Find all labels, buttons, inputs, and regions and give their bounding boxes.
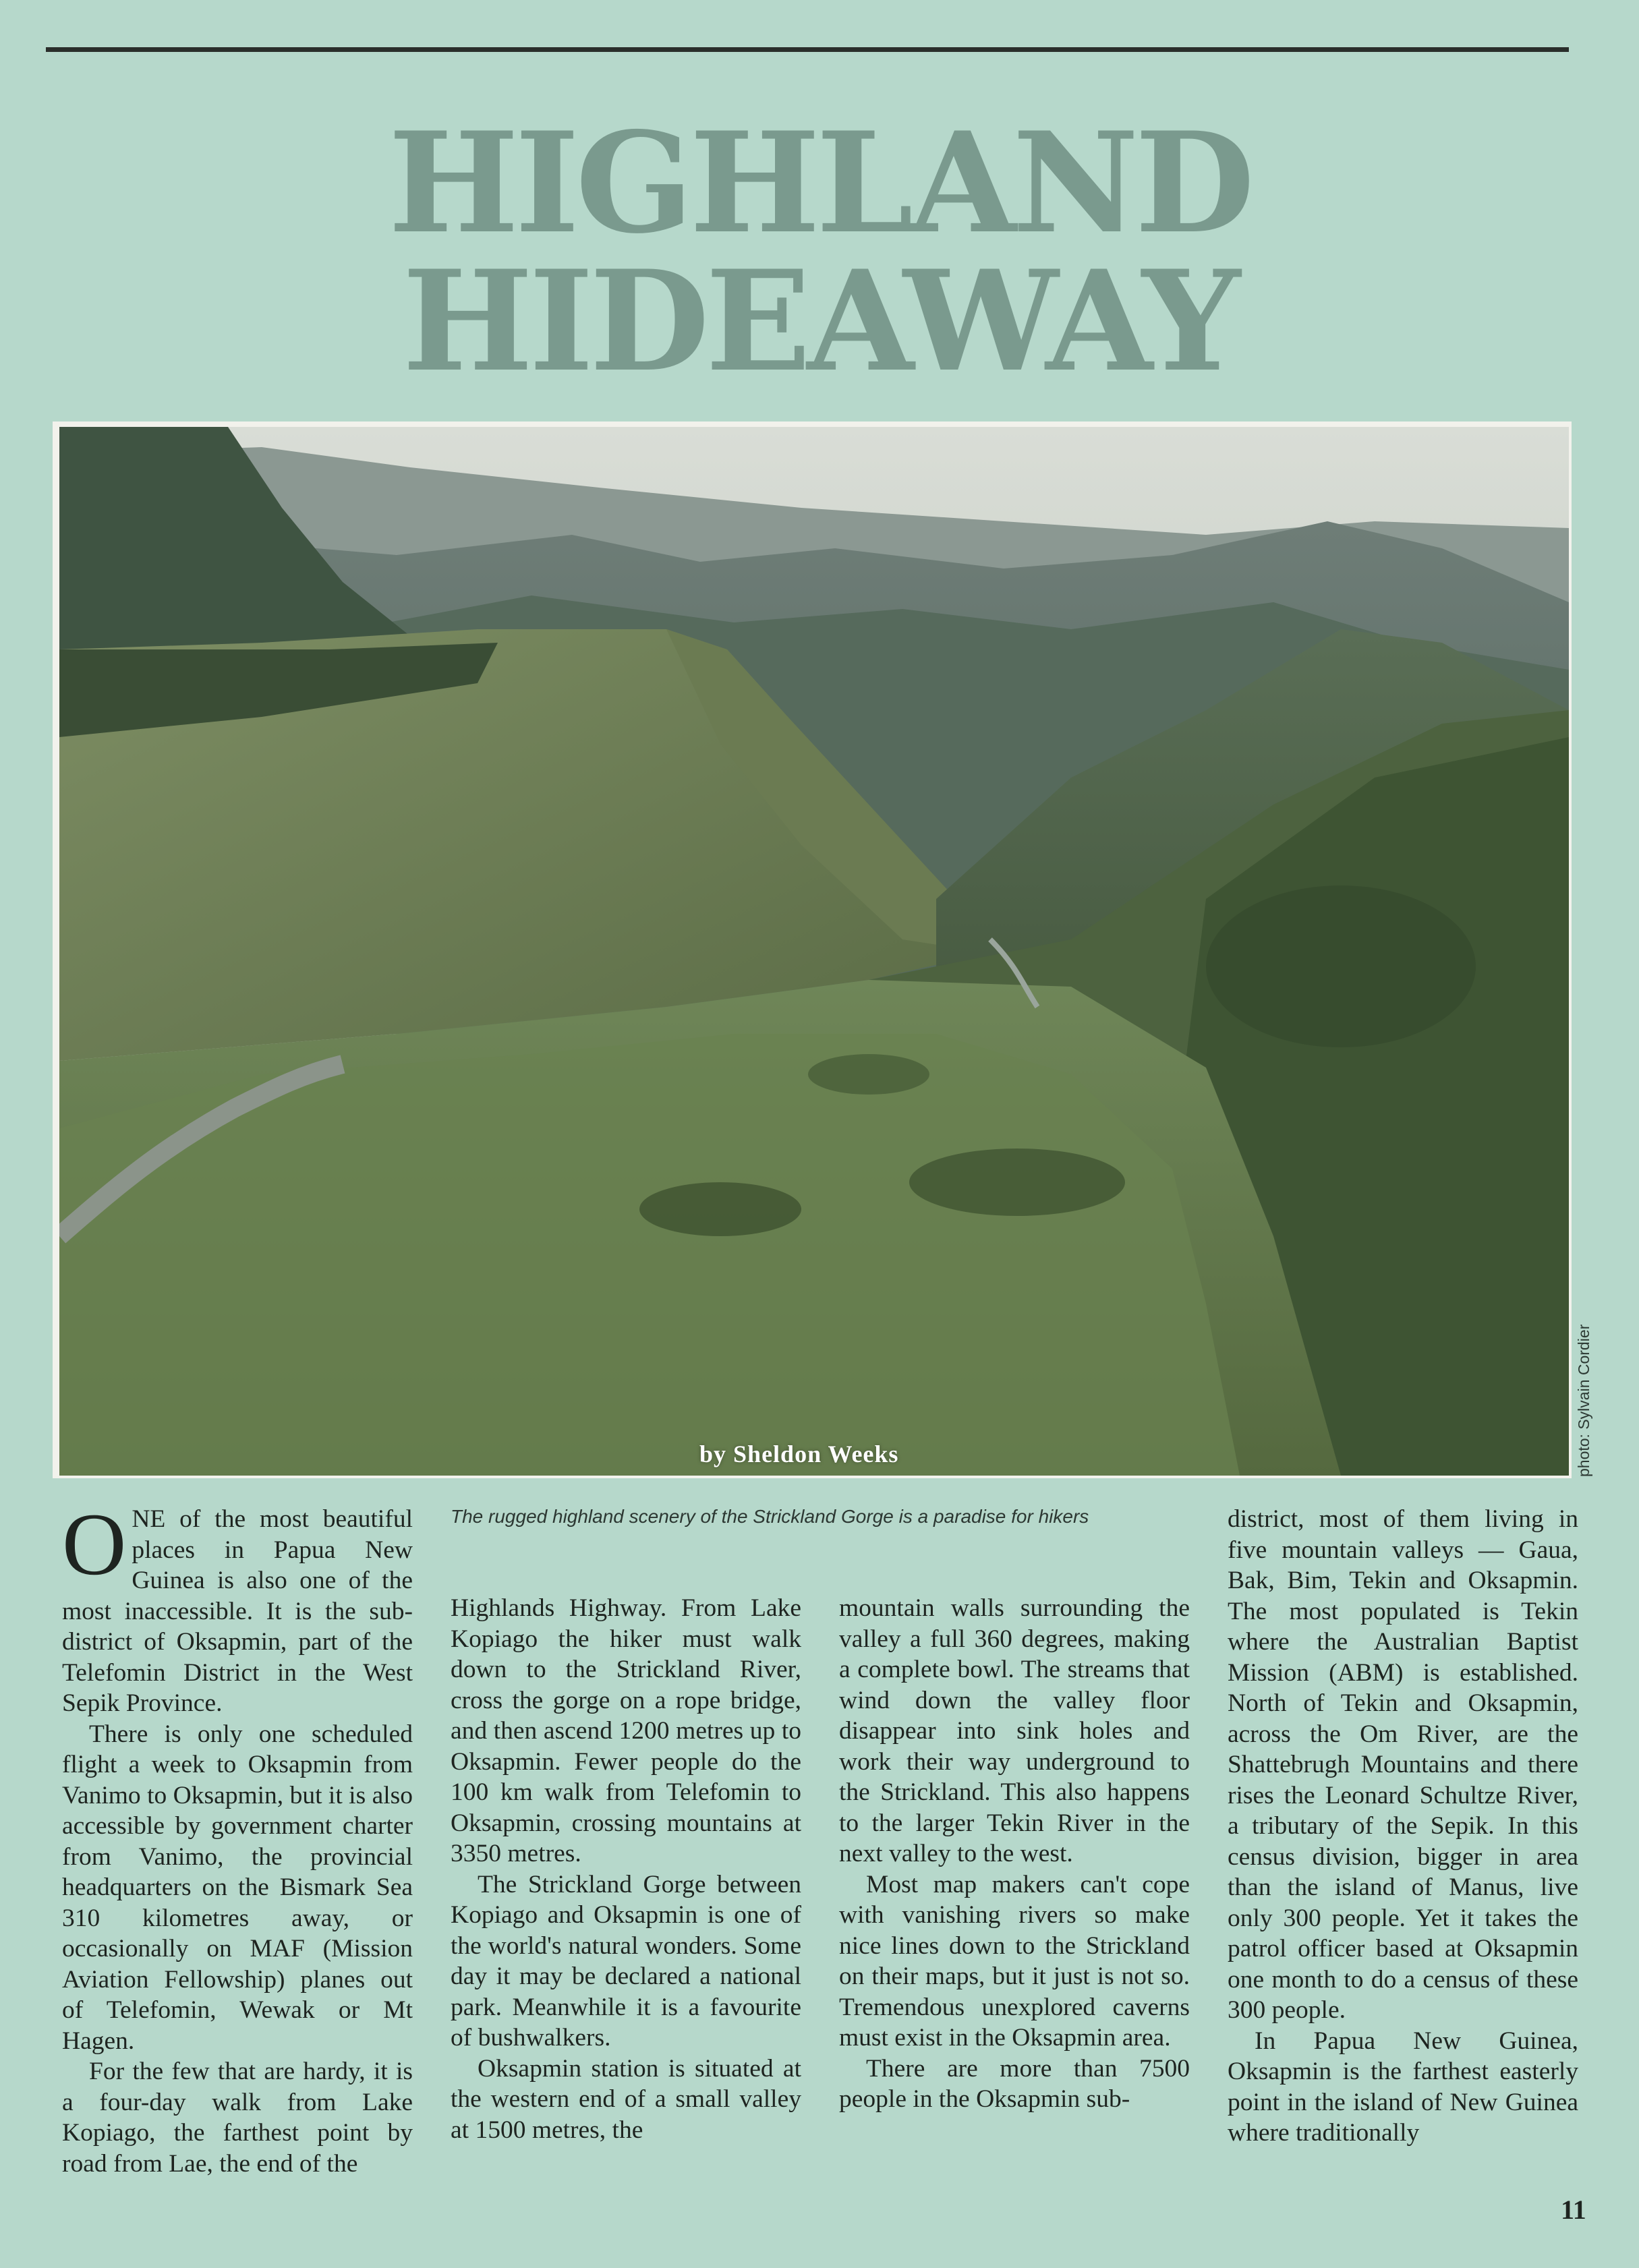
paragraph: The Strickland Gorge between Kopiago and Oksapmin is one of the world's natural wonders. Some day it may be declared a national park. Meanwhile it is a favourite of bushwalkers. [451,1870,801,2052]
paragraph [62,1494,413,1719]
text-column-2 [451,1593,801,2145]
photo-caption: The rugged highland scenery of the Strickland Gorge is a paradise for hikers [451,1506,1089,1527]
drop-cap: O [62,1494,127,1594]
text-column-1 [62,1494,413,2179]
paragraph: Most map makers can't cope with vanishing rivers so make nice lines down to the Strickland on their maps, but it just is not so. Tremendous unexplored caverns must exist in the Oksapmin area. [839,1870,1190,2052]
paragraph: In Papua New Guinea, Oksapmin is the farthest easterly point in the island of New Guinea where traditionally [1228,2027,1578,2147]
text-column-4 [1228,1504,1578,2149]
article-title [0,103,1639,403]
lead-smallcaps: NE [132,1505,166,1533]
paragraph: mountain walls surrounding the valley a full 360 degrees, making a complete bowl. The streams that wind down the valley floor disappear into sink holes and work their way underground to the Strickland. This also happens to the larger Tekin River in the next valley to the west. [839,1594,1190,1867]
paragraph: There are more than 7500 people in the Oksapmin sub- [839,2054,1190,2113]
title-line-2: HIDEAWAY [402,241,1237,403]
gorge-photo [59,427,1569,1476]
top-rule [46,47,1569,52]
text-column-3 [839,1593,1190,2115]
paragraph: For the few that are hardy, it is a four-day walk from Lake Kopiago, the farthest point by road from Lae, the end of the [62,2058,413,2178]
photo-credit: photo: Sylvain Cordier [1575,1324,1592,1477]
byline: by Sheldon Weeks [699,1441,899,1467]
paragraph-text: of the most beautiful places in Papua New Guinea is also one of the most inaccessible. It is the sub-district of Oksapmin, part of the Telefomin District in the West Sepik Province. [62,1505,413,1717]
paragraph: Highlands Highway. From Lake Kopiago the hiker must walk down to the Strickland River, cross the gorge on a rope bridge, and then ascend 1200 metres up to Oksapmin. Fewer people do the 100 km walk from Telefomin to Oksapmin, crossing mountains at 3350 metres. [451,1594,801,1867]
paragraph: Oksapmin station is situated at the western end of a small valley at 1500 metres, the [451,2054,801,2144]
title-line-1: HIGHLAND [388,103,1251,264]
paragraph: There is only one scheduled flight a week to Oksapmin from Vanimo to Oksapmin, but it is also accessible by government charter from Vanimo, the provincial headquarters on the Bismark Sea 310 kilometres away, or occasionally on MAF (Mission Aviation Fellowship) planes out of Telefomin, Wewak or Mt Hagen. [62,1720,413,2055]
paragraph: district, most of them living in five mountain valleys — Gaua, Bak, Bim, Tekin and Oksapmin. The most populated is Tekin where the Australian Baptist Mission (ABM) is established. North of Tekin and Oksapmin, across the Om River, are the Shattebrugh Mountains and there rises the Leonard Schultze River, a tributary of the Sepik. In this census division, bigger in area than the island of Manus, live only 300 people. Yet it takes the patrol officer based at Oksapmin one month to do a census of these 300 people. [1228,1505,1578,2024]
page-number: 11 [1561,2194,1586,2225]
